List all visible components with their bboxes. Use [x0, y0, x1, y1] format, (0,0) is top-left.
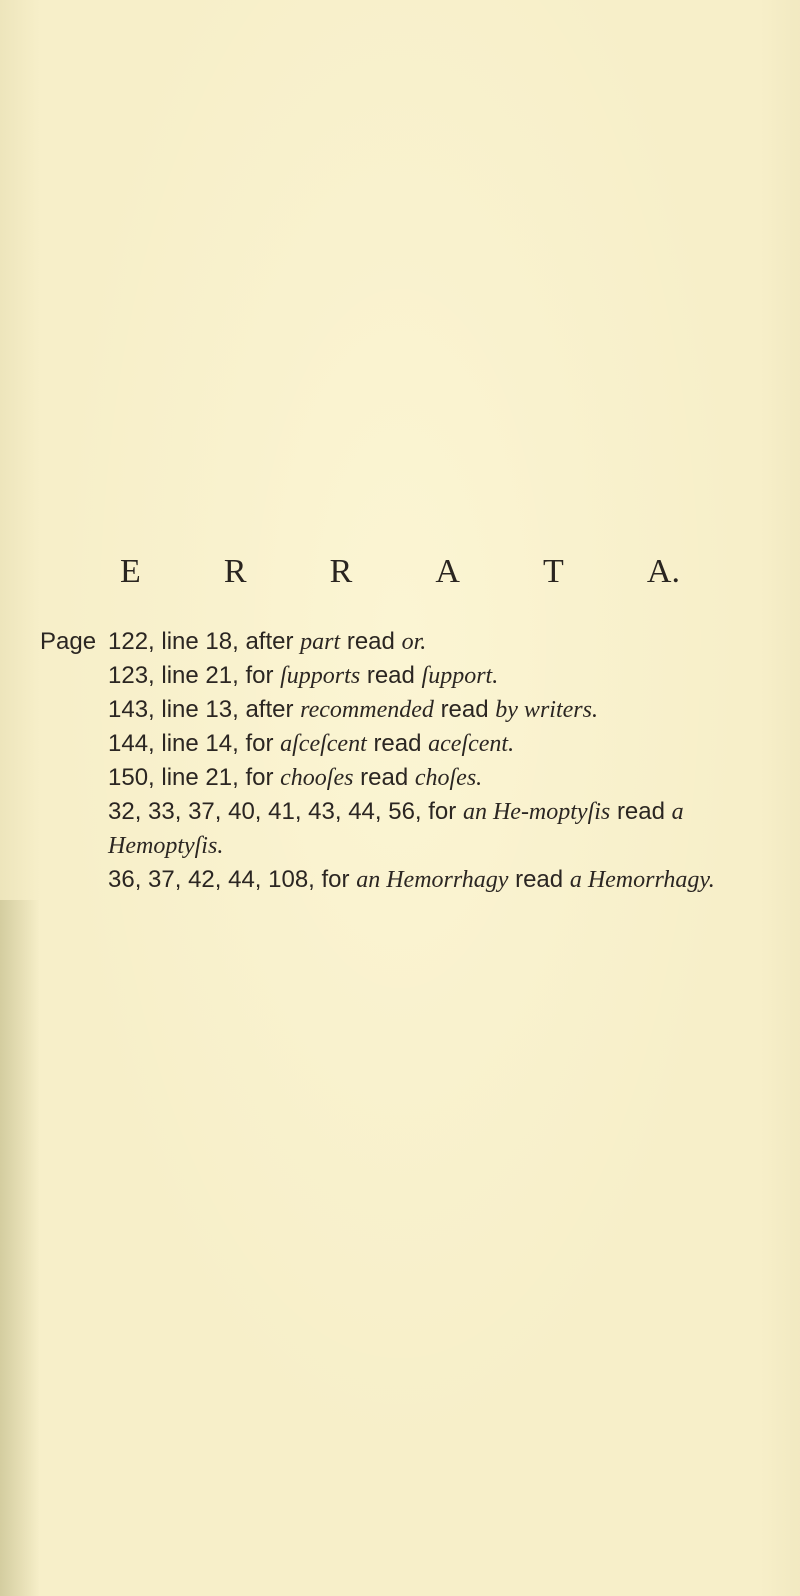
heading-letter: A.: [646, 553, 680, 590]
errata-entry: [40, 693, 740, 727]
errata-heading: [120, 553, 680, 591]
entry-read-word: read: [616, 798, 665, 825]
heading-letter: A: [435, 553, 460, 590]
entry-operator: for: [245, 662, 274, 689]
entry-correction: a Hemorrhagy.: [569, 867, 715, 893]
entry-correction: ſupport.: [421, 663, 499, 689]
errata-entry: [40, 795, 740, 863]
heading-letter: E: [120, 553, 141, 590]
entry-correction: choſes.: [414, 765, 483, 791]
entry-reference: 123, line 21,: [108, 662, 239, 689]
entry-wrong-text: an Hemorrhagy: [356, 867, 509, 893]
entry-wrong-text: part: [300, 629, 341, 655]
page-edge-shading: [0, 900, 40, 1596]
entry-correction: a Hemoptyſis.: [108, 799, 684, 859]
heading-letter: R: [223, 553, 247, 590]
entry-operator: for: [245, 764, 274, 791]
entry-correction: by writers.: [495, 697, 598, 723]
entry-reference: 144, line 14,: [108, 730, 239, 757]
entry-operator: after: [245, 696, 294, 723]
entry-lead: Page: [40, 628, 97, 655]
entry-wrong-text: chooſes: [280, 765, 354, 791]
entry-reference: 122, line 18,: [108, 628, 239, 655]
entry-reference: 143, line 13,: [108, 696, 239, 723]
entry-operator: for: [321, 866, 350, 893]
entry-operator: for: [428, 798, 457, 825]
errata-entry: [40, 863, 740, 897]
errata-entry: [40, 761, 740, 795]
entry-correction: aceſcent.: [428, 731, 515, 757]
entry-operator: for: [245, 730, 274, 757]
entry-wrong-text: an He-moptyſis: [462, 799, 611, 825]
entry-wrong-text: aſceſcent: [280, 731, 367, 757]
entry-read-word: read: [440, 696, 489, 723]
entry-read-word: read: [373, 730, 422, 757]
errata-entry: [40, 659, 740, 693]
entry-read-word: read: [515, 866, 564, 893]
entry-operator: after: [245, 628, 294, 655]
entry-reference: 32, 33, 37, 40, 41, 43, 44, 56,: [108, 798, 422, 825]
entry-correction: or.: [401, 629, 427, 655]
entry-reference: 150, line 21,: [108, 764, 239, 791]
errata-entry: [40, 727, 740, 761]
heading-letter: R: [329, 553, 353, 590]
errata-entry: [40, 625, 740, 659]
entry-read-word: read: [366, 662, 415, 689]
entry-wrong-text: recommended: [300, 697, 434, 723]
errata-list: [40, 625, 740, 897]
entry-read-word: read: [360, 764, 409, 791]
entry-read-word: read: [346, 628, 395, 655]
entry-reference: 36, 37, 42, 44, 108,: [108, 866, 315, 893]
heading-letter: T: [543, 553, 564, 590]
entry-wrong-text: ſupports: [280, 663, 361, 689]
